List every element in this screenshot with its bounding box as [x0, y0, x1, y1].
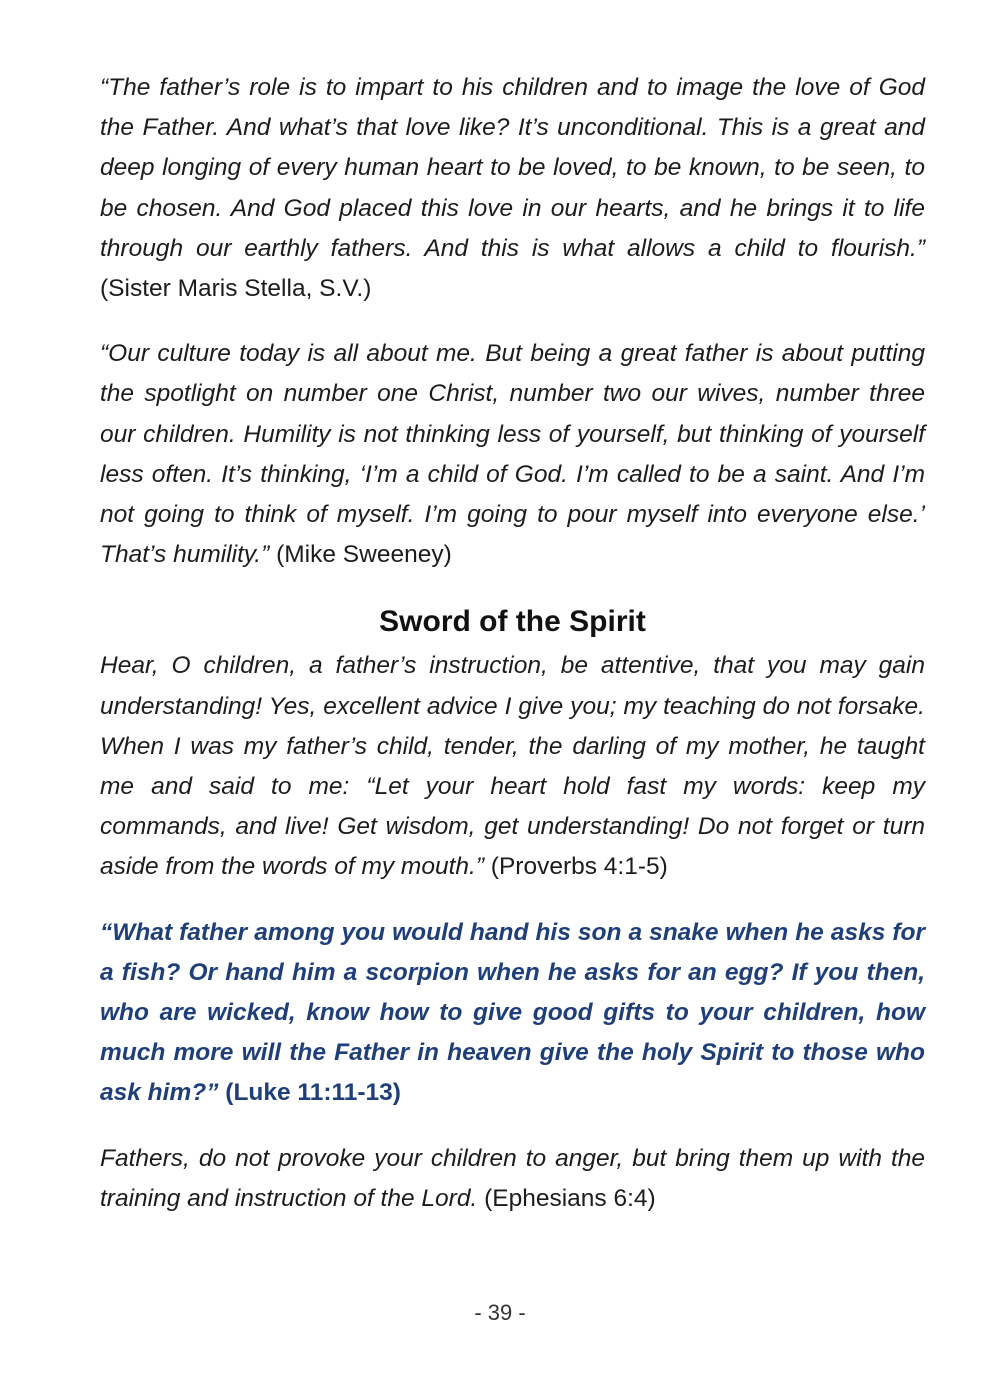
quote-text: “The father’s role is to impart to his children and to image the love of God the Father. And what’s that love like? It’s unconditional. This is a great and deep longing of every human heart to be loved, to be known, to be seen, to be chosen. And God placed this love in our hearts, and he brings it to life through our earthly fathers. And this is what allows a child to flourish.”	[100, 74, 925, 262]
quote-source: (Mike Sweeney)	[276, 541, 452, 569]
scripture-reference: (Ephesians 6:4)	[484, 1184, 656, 1212]
page-content	[100, 68, 925, 1244]
scripture-reference: (Luke 11:11-13)	[225, 1079, 401, 1107]
quote-source: (Sister Maris Stella, S.V.)	[100, 275, 372, 303]
section-heading: Sword of the Spirit	[379, 605, 646, 639]
highlighted-scripture-paragraph	[100, 913, 925, 1114]
scripture-paragraph	[100, 1139, 925, 1219]
quote-text: “Our culture today is all about me. But being a great father is about putting the spotlight on number one Christ, number two our wives, number three our children. Humility is not thinking less of yourself, but thinking of yourself less often. It’s thinking, ‘I’m a child of God. I’m called to be a saint. And I’m not going to think of myself. I’m going to pour myself into everyone else.’ That’s humility.”	[100, 340, 925, 569]
scripture-reference: (Proverbs 4:1-5)	[490, 853, 668, 881]
scripture-text: “What father among you would hand his son a snake when he asks for a fish? Or hand him a scorpion when he asks for an egg? If you then, who are wicked, know how to give good gifts to your children, how much more will the Father in heaven give the holy Spirit to those who ask him?”	[100, 918, 925, 1107]
scripture-text: Hear, O children, a father’s instruction, be attentive, that you may gain understanding! Yes, excellent advice I give you; my teaching do not forsake. When I was my father’s child, tender, the darling of my mother, he taught me and said to me: “Let your heart hold fast my words: keep my commands, and live! Get wisdom, get understanding! Do not forget or turn aside from the words of my mouth.”	[100, 652, 925, 881]
scripture-text: Fathers, do not provoke your children to anger, but bring them up with the training and instruction of the Lord.	[100, 1144, 925, 1212]
quote-paragraph	[100, 334, 925, 575]
quote-paragraph	[100, 68, 925, 309]
page-number: - 39 -	[474, 1300, 526, 1325]
scripture-paragraph	[100, 646, 925, 887]
